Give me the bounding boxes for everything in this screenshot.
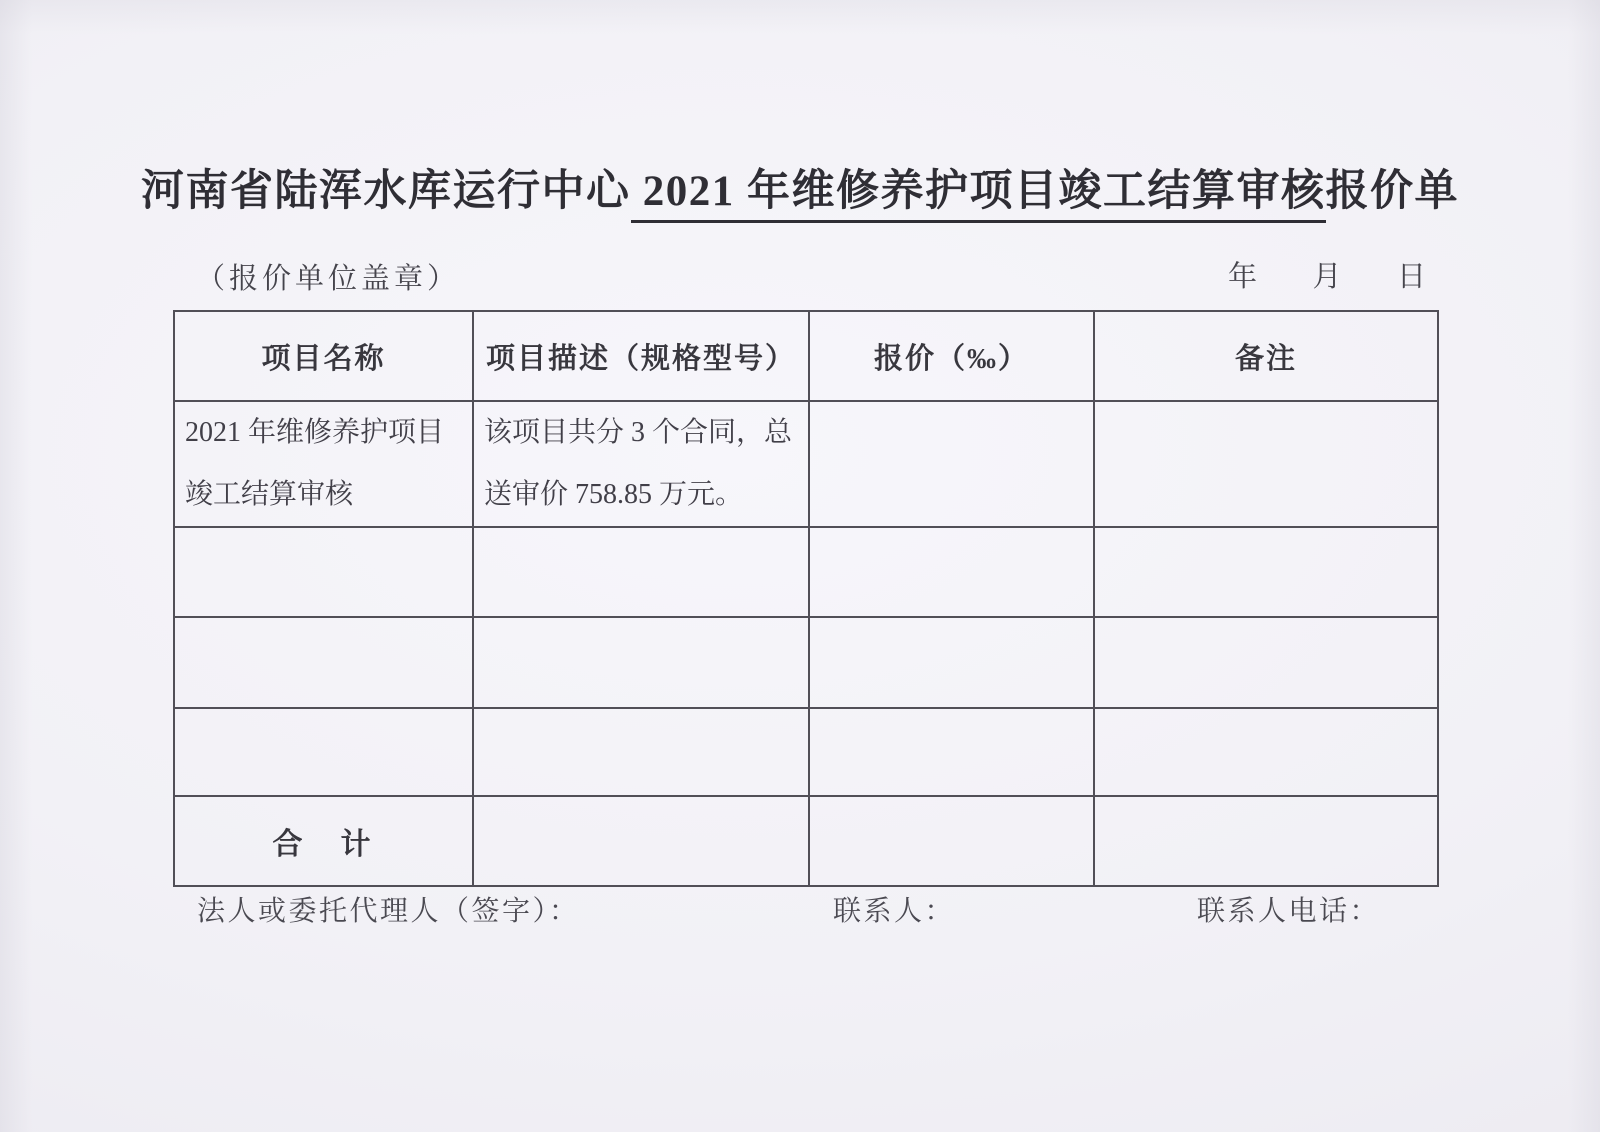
- table-header-row: [174, 311, 1438, 401]
- stamp-note: （报价单位盖章）: [196, 263, 461, 295]
- date-line: [1228, 254, 1426, 295]
- contact-phone-label: 联系人电话：: [1197, 896, 1381, 927]
- table-row: [174, 708, 1438, 796]
- table-cell: [473, 708, 809, 796]
- header-project-name: 项目名称: [174, 311, 473, 401]
- table-cell: [174, 617, 473, 708]
- document-title: [0, 157, 1600, 218]
- table-cell: [809, 617, 1094, 708]
- table-cell: [174, 527, 473, 617]
- title-underlined-segment: 2021 年维修养护项目竣工结算审核: [631, 168, 1326, 223]
- table-cell: [1094, 527, 1438, 617]
- table-cell: [473, 527, 809, 617]
- table-row: [174, 401, 1438, 527]
- header-remarks: 备注: [1094, 311, 1438, 401]
- month-label: 月: [1312, 261, 1342, 293]
- table-cell-project-description: 该项目共分 3 个合同，总送审价 758.85 万元。: [473, 401, 809, 527]
- contact-person-label: 联系人：: [833, 896, 956, 927]
- table-row: [174, 617, 1438, 708]
- table-cell-project-name: 2021 年维修养护项目竣工结算审核: [174, 401, 473, 527]
- title-suffix: 报价单: [1325, 168, 1459, 215]
- header-quote-rate: 报价（‰）: [809, 311, 1094, 401]
- table-cell: [1094, 796, 1438, 886]
- legal-rep-signature-label: 法人或委托代理人（签字）：: [197, 896, 580, 927]
- quotation-table: [173, 310, 1439, 887]
- table-cell: [174, 708, 473, 796]
- table-total-row: [174, 796, 1438, 886]
- table-cell: [473, 796, 809, 886]
- table-cell-quote-rate: [809, 401, 1094, 527]
- table-cell-remarks: [1094, 401, 1438, 527]
- day-label: 日: [1396, 261, 1426, 293]
- table-row: [174, 527, 1438, 617]
- total-label: 合 计: [174, 796, 473, 886]
- table-cell: [473, 617, 809, 708]
- table-cell: [1094, 708, 1438, 796]
- table-cell: [809, 796, 1094, 886]
- title-prefix: 河南省陆浑水库运行中心: [141, 168, 631, 215]
- table-cell: [1094, 617, 1438, 708]
- year-label: 年: [1228, 261, 1258, 293]
- table-cell: [809, 527, 1094, 617]
- table-cell: [809, 708, 1094, 796]
- header-project-description: 项目描述（规格型号）: [473, 311, 809, 401]
